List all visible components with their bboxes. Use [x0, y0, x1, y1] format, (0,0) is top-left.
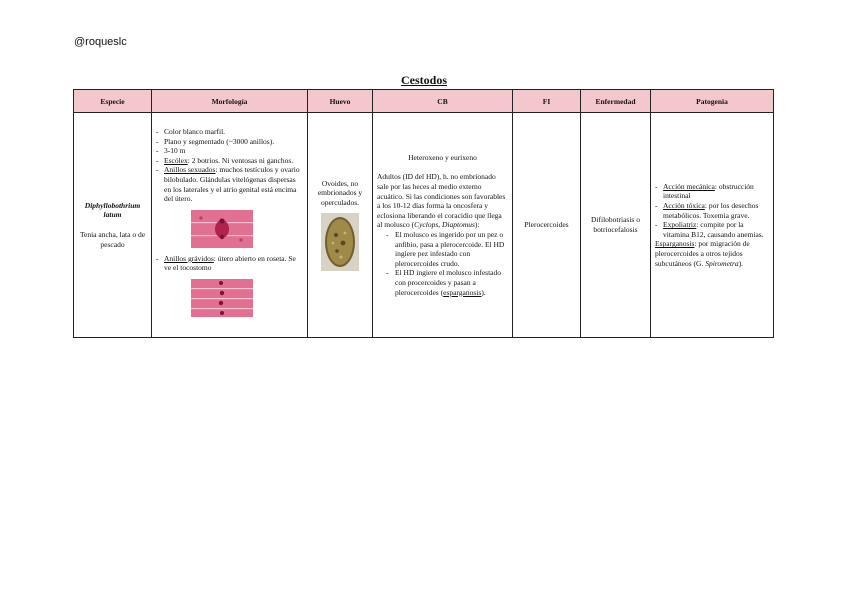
esparganosis-note-term: Esparganosis: [655, 239, 695, 249]
cb-subitem: [386, 268, 508, 297]
esparganosis-note-text: : por migración de plerocercoides a otros tejidos subcutáneos (G.: [655, 239, 750, 268]
mecanica-term: Acción mecánica: [663, 181, 715, 191]
esparganosis-term: esparganosis: [443, 287, 482, 297]
cell-fi: [513, 113, 581, 338]
esparganosis-note-end: ).: [738, 258, 744, 268]
sexuados-term: Anillos sexuados: [164, 165, 216, 175]
sexual-segment-image: [191, 210, 253, 248]
expoliatriz-term: Expoliatriz: [663, 220, 697, 230]
patogenia-item: [655, 182, 769, 201]
fi-text: Plerocercoides: [524, 220, 569, 230]
table-header-row: [74, 90, 774, 113]
cell-huevo: [308, 113, 373, 338]
morfologia-text: Color blanco marfil.: [164, 127, 226, 137]
cell-patogenia: [651, 113, 774, 338]
header-cb: CB: [373, 90, 513, 113]
cb-text: Adultos (ID del HD), h. no embrionado sale por las heces al medio externo acuático. Si las condiciones son favorables a los 10-12 días forma la oncosfera y eclosiona liberando el coracidio que llega al molusco (: [377, 172, 506, 230]
patogenia-list: [655, 182, 769, 240]
morfologia-text: Plano y segmentado (~3000 anillos).: [164, 136, 275, 146]
esparganosis-note: [655, 239, 769, 268]
morfologia-item: [156, 165, 303, 203]
spirometra-genus: Spirometra: [705, 258, 739, 268]
morfologia-text: 3-10 m: [164, 146, 186, 156]
gravidos-term: Anillos grávidos: [164, 253, 214, 263]
morfologia-item: [156, 127, 303, 137]
cb-sublist: [386, 230, 508, 297]
page-title: Cestodos: [400, 73, 447, 87]
header-morfologia: Morfología: [152, 90, 308, 113]
morfologia-item: [156, 137, 303, 147]
table-row: [74, 113, 774, 338]
gravid-segment-image: [191, 279, 253, 317]
cb-subitem-text: El molusco es ingerido por un pez o anfibio, pasa a plerocercoide. El HD ingiere pez infestado con plerocercoides crudo.: [395, 230, 505, 268]
cell-cb: [373, 113, 513, 338]
header-fi: FI: [513, 90, 581, 113]
header-enfermedad: Enfermedad: [581, 90, 651, 113]
species-common-name: Tenia ancha, lata o de pescado: [79, 230, 146, 249]
patogenia-item: [655, 220, 769, 239]
cb-lead: Heteroxeno y eurixeno: [408, 152, 477, 162]
escolex-text: : 2 botrios. Ni ventosas ni ganchos.: [187, 155, 294, 165]
cb-species-cyclops: Cyclops: [414, 220, 439, 230]
morfologia-list-2: [156, 254, 303, 273]
escolex-term: Escólex: [164, 155, 188, 165]
cell-morfologia: [152, 113, 308, 338]
header-especie: Especie: [74, 90, 152, 113]
sexuados-text: : muchos testículos y ovario bilobulado. Glándulas vitelógenas dispersas en los laterales y el atrio genital está encima del útero.: [164, 165, 300, 204]
cb-subitem-end: ).: [481, 287, 486, 297]
morfologia-list: [156, 127, 303, 204]
toxica-term: Acción tóxica: [663, 201, 705, 211]
egg-image: [321, 213, 359, 271]
cb-subitem: [386, 230, 508, 268]
morfologia-item: [156, 156, 303, 166]
header-patogenia: Patogenia: [651, 90, 774, 113]
morfologia-item: [156, 146, 303, 156]
author-handle: @roqueslc: [74, 36, 127, 48]
cb-paragraph: [377, 172, 508, 230]
cell-especie: [74, 113, 152, 338]
cell-enfermedad: [581, 113, 651, 338]
cestodos-table: [73, 89, 774, 338]
morfologia-item: [156, 254, 303, 273]
species-scientific-name: Diphyllobothrium latum: [84, 200, 141, 220]
cb-separator: ,: [438, 220, 442, 230]
patogenia-item: [655, 201, 769, 220]
header-huevo: Huevo: [308, 90, 373, 113]
cb-species-diaptomus: Diaptomus: [442, 220, 475, 230]
mecanica-text: : obstrucción intestinal: [663, 181, 754, 201]
toxica-text: : por los desechos metabólicos. Toxemia grave.: [663, 201, 759, 220]
huevo-text: Ovoides, no embrionados y operculados.: [317, 178, 363, 207]
gravidos-text: : útero abierto en roseta. Se ve el tocostomo: [164, 253, 296, 273]
cb-subitem-text: El HD ingiere el molusco infestado con procercoides y pasan a plerocercoides (: [395, 268, 502, 297]
expoliatriz-text: : compite por la vitamina B12, causando anemias.: [663, 220, 764, 239]
cb-text-end: ):: [474, 220, 480, 230]
enfermedad-text: Difilobotriasis o botriocefalosis: [591, 215, 640, 234]
